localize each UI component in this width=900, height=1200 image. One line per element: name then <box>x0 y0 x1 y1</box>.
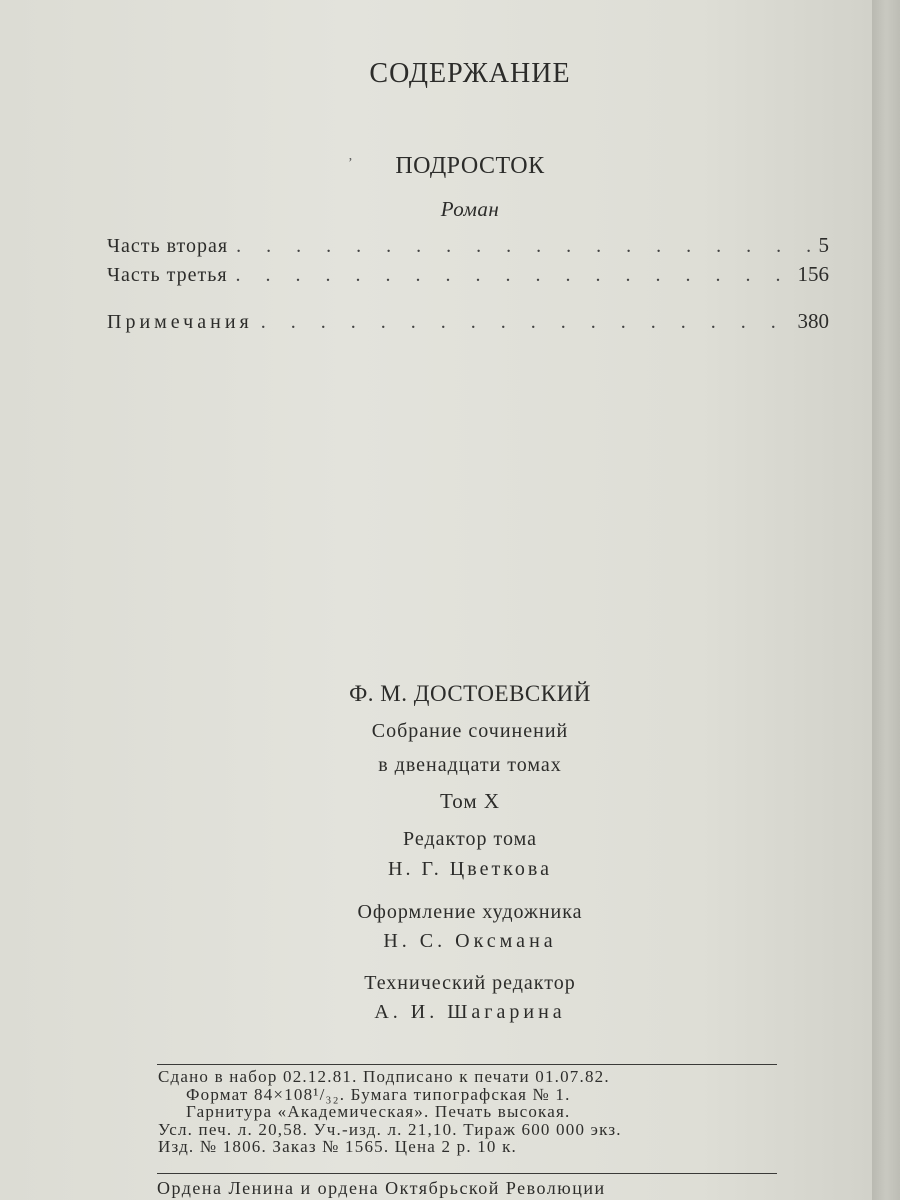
book-title: ПОДРОСТОК <box>395 153 545 179</box>
toc-entry-label: Часть вторая <box>107 235 229 257</box>
imprint-line: Гарнитура «Академическая». Печать высокая. <box>186 1102 571 1121</box>
toc-entry-page: 380 <box>797 309 829 333</box>
editor-name: Н. Г. Цветкова <box>388 858 552 880</box>
volume-number: Том X <box>439 789 501 813</box>
book-gutter <box>872 0 900 1200</box>
contents-title: СОДЕРЖАНИЕ <box>369 58 571 89</box>
print-mark: ʼ <box>348 156 353 171</box>
toc-leader <box>261 311 790 334</box>
imprint-line: Формат 84×108¹/₃₂. Бумага типографская № 1. <box>186 1084 571 1104</box>
genre-label: Роман <box>440 197 500 221</box>
tech-editor-role: Технический редактор <box>364 972 576 994</box>
collection-title: Собрание сочинений <box>371 720 569 742</box>
toc-entry-label: Часть третья <box>107 264 228 286</box>
toc-leader <box>236 264 790 287</box>
imprint-top-rule <box>157 1064 777 1065</box>
artist-role: Оформление художника <box>357 901 583 923</box>
toc-entry <box>107 233 829 258</box>
author-name: Ф. М. ДОСТОЕВСКИЙ <box>349 681 591 706</box>
imprint-line: Изд. № 1806. Заказ № 1565. Цена 2 р. 10 к. <box>158 1137 517 1156</box>
toc-entry-page: 156 <box>797 262 829 286</box>
toc-entry-label: Примечания <box>107 311 253 333</box>
toc-entry <box>107 262 829 287</box>
imprint-line: Сдано в набор 02.12.81. Подписано к печати 01.07.82. <box>158 1067 610 1086</box>
imprint-bottom-rule <box>157 1173 777 1174</box>
volumes-count: в двенадцати томах <box>378 754 562 776</box>
toc-entry-page: 5 <box>818 233 829 257</box>
imprint-line: Усл. печ. л. 20,58. Уч.-изд. л. 21,10. Тираж 600 000 экз. <box>158 1119 622 1139</box>
tech-editor-name: А. И. Шагарина <box>374 1001 566 1023</box>
publisher-line: Ордена Ленина и ордена Октябрьской Революции <box>157 1178 606 1198</box>
toc-entry <box>107 309 829 334</box>
toc-leader <box>236 235 810 258</box>
artist-name: Н. С. Оксмана <box>383 930 557 952</box>
imprint-block <box>158 1068 776 1156</box>
editor-role: Редактор тома <box>403 828 537 850</box>
